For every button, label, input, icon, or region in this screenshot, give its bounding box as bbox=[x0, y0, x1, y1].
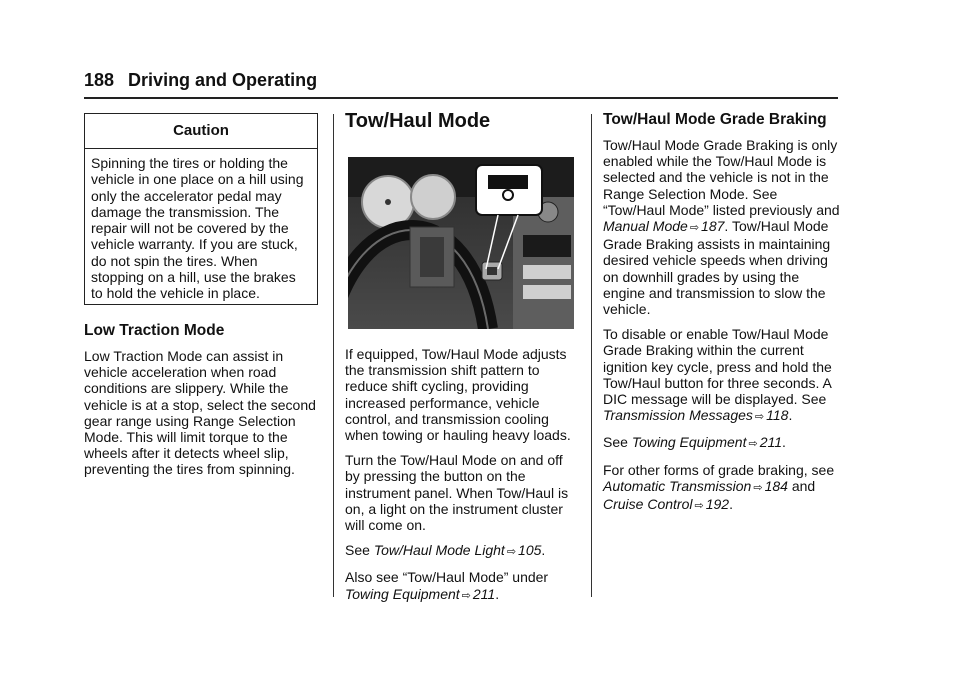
page-number: 188 bbox=[84, 70, 115, 90]
ref-arrow-icon: ⇨ bbox=[754, 411, 765, 424]
grade-braking-p2-text: To disable or enable Tow/Haul Mode Grade Braking within the current ignition key cycle, press and hold the Tow/Haul button for three seconds. A DIC message will be displayed. See bbox=[603, 326, 832, 408]
grade-braking-p4-text: For other forms of grade braking, see bbox=[603, 461, 835, 478]
tow-haul-column bbox=[345, 346, 581, 613]
grade-braking-p1: Tow/Haul Mode Grade Braking is only enabled while the Tow/Haul Mode is selected and the vehicle is not in the Range Selection Mode. See “Tow/Haul Mode” listed previously and Manual Mode ⇨ 187. Tow/Haul Mode Grade Braking assists in maintaining desired vehicle speeds when driving on downhill grades by using the engine and transmission to slow the vehicle. bbox=[603, 137, 840, 318]
see-prefix: See bbox=[345, 542, 370, 559]
cruise-control-link[interactable]: Cruise Control bbox=[603, 496, 693, 513]
caution-title: Caution bbox=[85, 114, 317, 149]
page-ref[interactable]: 187 bbox=[701, 218, 725, 235]
dashboard-illustration bbox=[348, 157, 574, 329]
tow-haul-light-link[interactable]: Tow/Haul Mode Light bbox=[373, 542, 505, 559]
and-word: and bbox=[791, 477, 816, 494]
caution-text: Spinning the tires or holding the vehicle in one place on a hill using only the accelerator pedal may damage the transmission. The repair will not be covered by the vehicle warranty. If you are stuck, do not spin the tires. When stopping on a hill, use the brakes to hold the vehicle in place. bbox=[91, 155, 304, 302]
page-ref[interactable]: 192 bbox=[705, 496, 730, 513]
low-traction-text: Low Traction Mode can assist in vehicle acceleration when road conditions are slippery. While the vehicle is at a stop, select the second gear range using Range Selection Mode. This will limit torque to the wheels after it detects wheel slip, preventing the tires from spinning. bbox=[84, 348, 316, 478]
ref-arrow-icon: ⇨ bbox=[689, 222, 700, 235]
grade-braking-p4: For other forms of grade braking, see Automatic Transmission ⇨ 184 and Cruise Control ⇨ 192. bbox=[603, 461, 835, 513]
low-traction-heading: Low Traction Mode bbox=[84, 322, 225, 339]
tow-haul-p4: Also see “Tow/Haul Mode” under Towing Equipment ⇨ 211. bbox=[345, 569, 549, 602]
tow-haul-p1: If equipped, Tow/Haul Mode adjusts the transmission shift pattern to reduce shift cycling, providing increased performance, vehicle control, and transmission cooling when towing or hauling heavy loads. bbox=[345, 346, 571, 444]
page-ref[interactable]: 211 bbox=[472, 585, 496, 602]
towing-equipment-link[interactable]: Towing Equipment bbox=[631, 434, 747, 451]
page-ref[interactable]: 211 bbox=[759, 434, 783, 451]
page-header bbox=[84, 70, 317, 91]
grade-braking-p3: See Towing Equipment ⇨ 211. bbox=[603, 434, 786, 451]
grade-braking-heading: Tow/Haul Mode Grade Braking bbox=[603, 111, 827, 128]
header-rule bbox=[84, 97, 838, 99]
ref-arrow-icon: ⇨ bbox=[694, 500, 704, 513]
also-see-prefix: Also see “Tow/Haul Mode” under bbox=[345, 569, 549, 586]
transmission-messages-link[interactable]: Transmission Messages bbox=[603, 407, 753, 424]
towing-equipment-link[interactable]: Towing Equipment bbox=[345, 585, 460, 602]
automatic-transmission-link[interactable]: Automatic Transmission bbox=[603, 477, 752, 494]
ref-arrow-icon: ⇨ bbox=[753, 481, 763, 494]
page-ref[interactable]: 184 bbox=[764, 477, 788, 494]
ref-arrow-icon: ⇨ bbox=[506, 546, 517, 559]
section-title: Driving and Operating bbox=[128, 70, 318, 90]
ref-arrow-icon: ⇨ bbox=[748, 438, 758, 451]
page-ref[interactable]: 105 bbox=[518, 542, 542, 559]
grade-braking-p1-tail: Tow/Haul Mode Grade Braking assists in maintaining desired vehicle speeds when driving on downhill grades by using the engine and transmission to slow the vehicle. bbox=[603, 218, 831, 318]
see-prefix: See bbox=[603, 434, 628, 451]
tow-haul-p3: See Tow/Haul Mode Light ⇨ 105. bbox=[345, 542, 546, 559]
manual-mode-link[interactable]: Manual Mode bbox=[603, 218, 688, 235]
grade-braking-column bbox=[603, 137, 843, 523]
dashboard-photo bbox=[348, 157, 574, 329]
grade-braking-p2: To disable or enable Tow/Haul Mode Grade Braking within the current ignition key cycle, press and hold the Tow/Haul button for three seconds. A DIC message will be displayed. See Transmission Messages ⇨ 118. bbox=[603, 326, 832, 424]
column-divider-2 bbox=[591, 114, 592, 597]
column-divider-1 bbox=[333, 114, 334, 597]
caution-box bbox=[84, 113, 318, 305]
tow-haul-heading: Tow/Haul Mode bbox=[345, 110, 491, 132]
page-ref[interactable]: 118 bbox=[766, 407, 789, 424]
grade-braking-p1-text: Tow/Haul Mode Grade Braking is only enabled while the Tow/Haul Mode is selected and the vehicle is not in the Range Selection Mode. See “Tow/Haul Mode” listed previously and bbox=[603, 137, 840, 218]
tow-haul-p2: Turn the Tow/Haul Mode on and off by pressing the button on the instrument panel. When Tow/Haul is on, a light on the instrument cluster will come on. bbox=[345, 452, 569, 534]
low-traction-column bbox=[84, 348, 320, 487]
ref-arrow-icon: ⇨ bbox=[461, 589, 471, 602]
